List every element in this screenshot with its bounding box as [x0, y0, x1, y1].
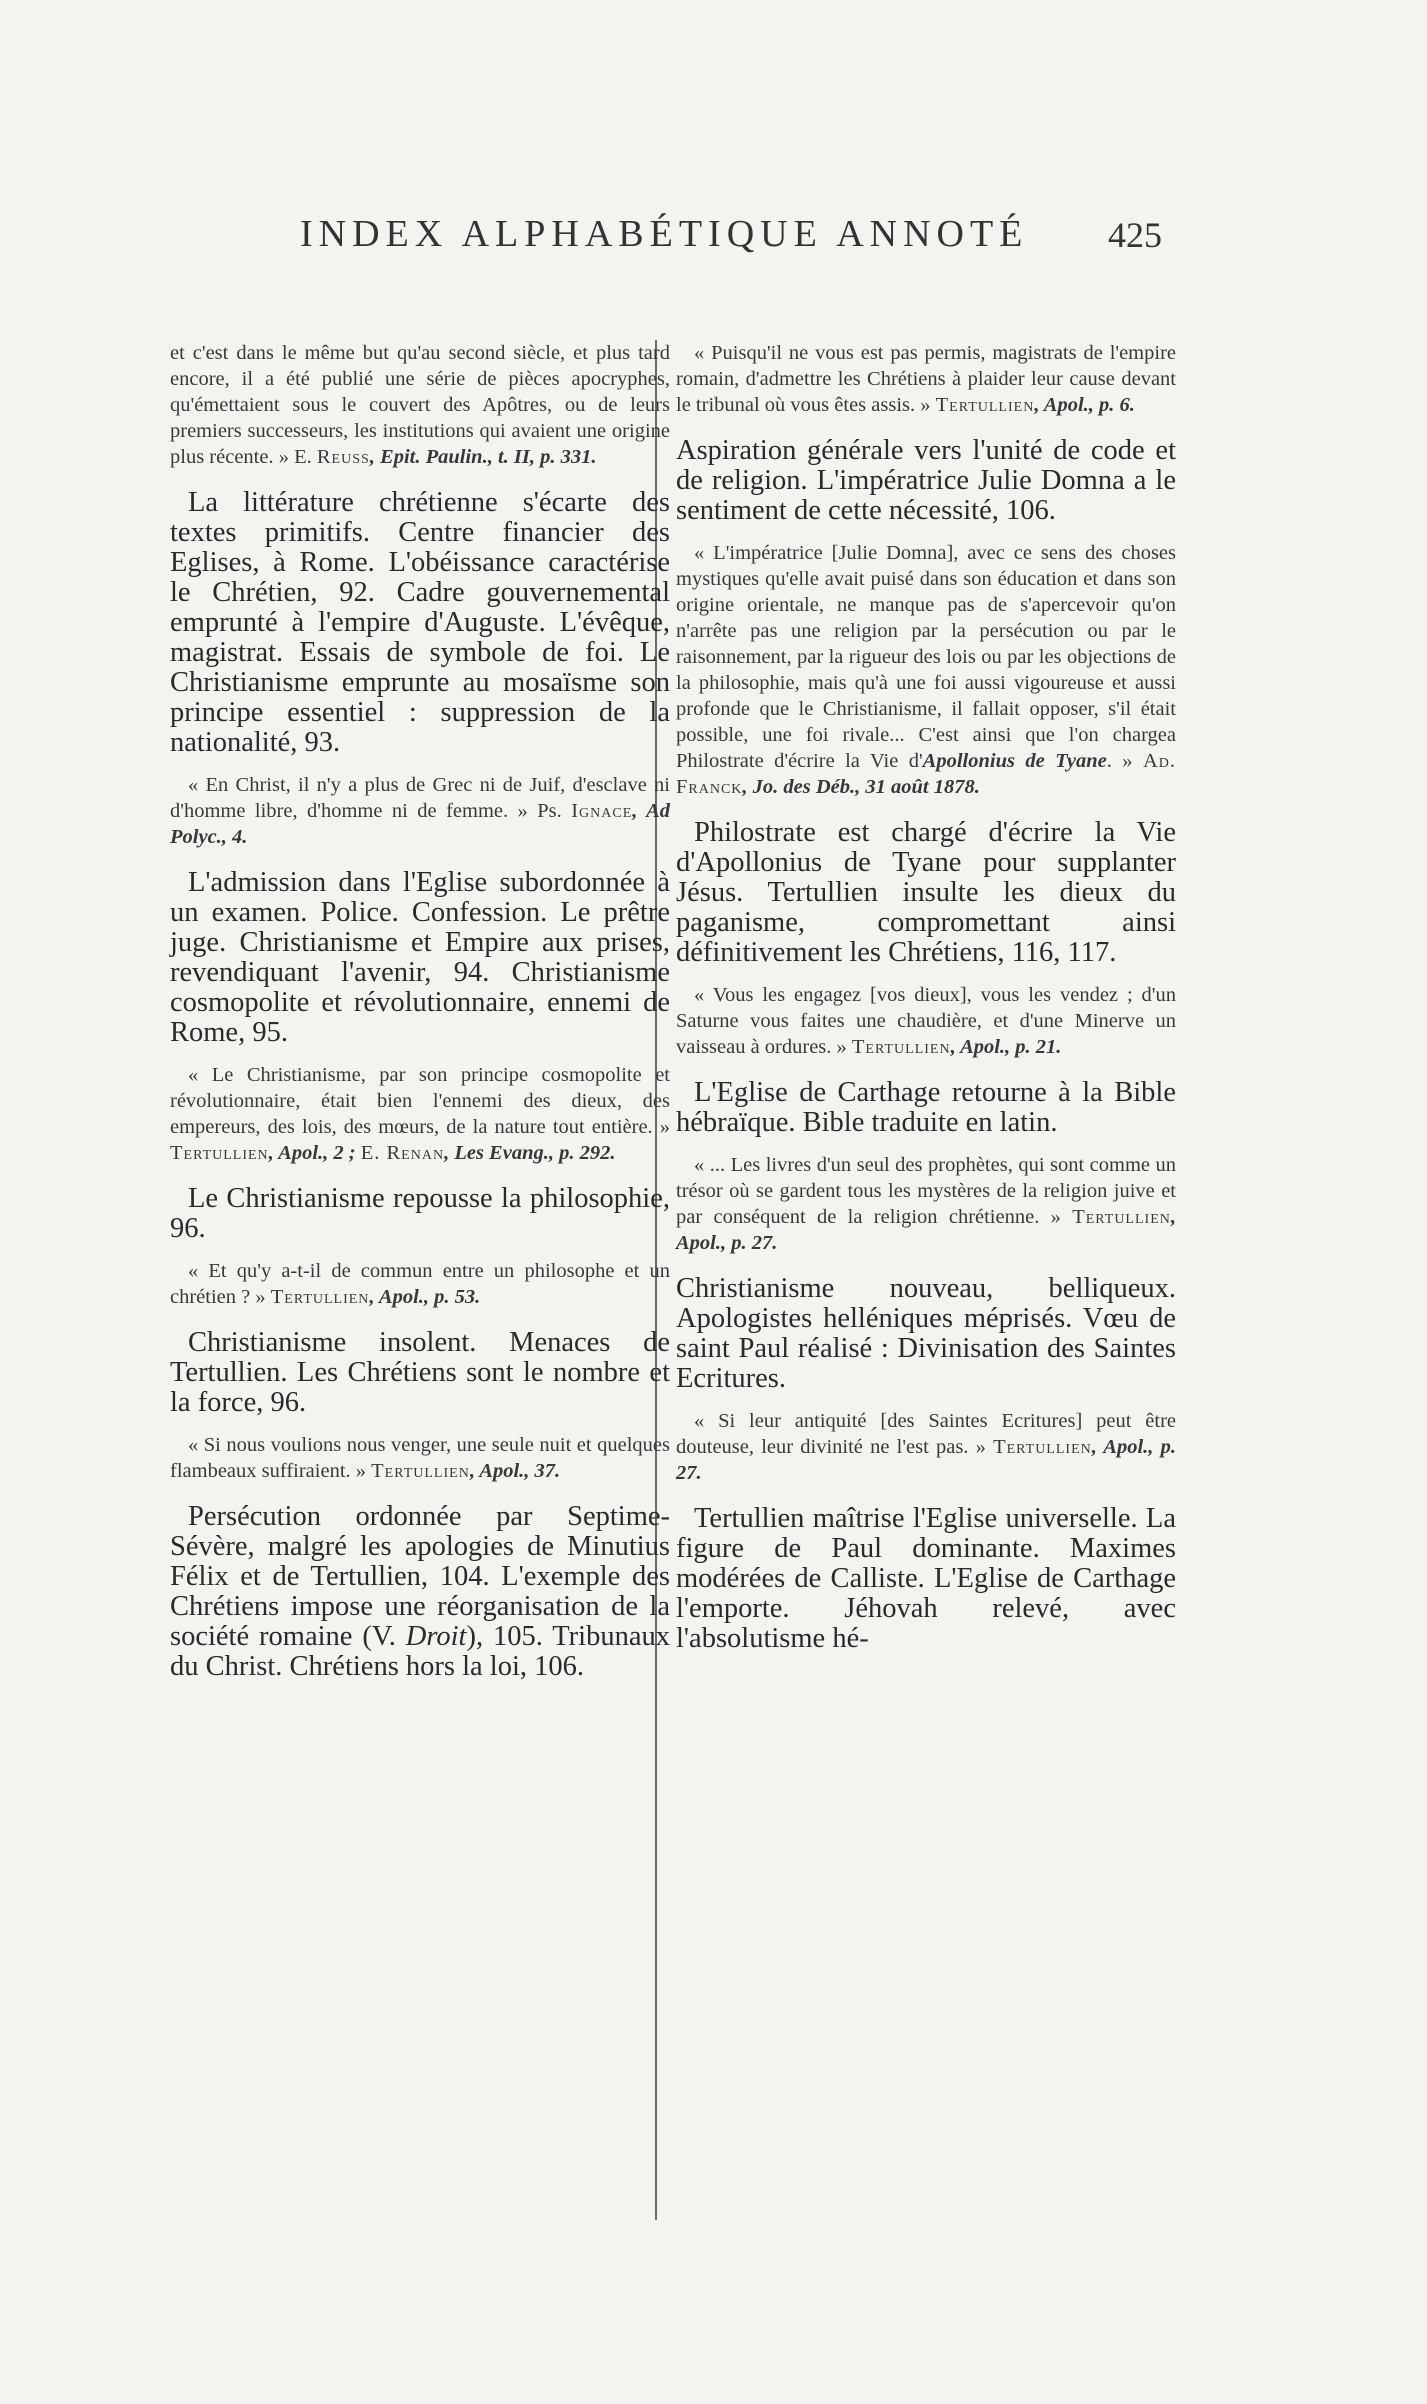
summary-paragraph: L'admission dans l'Eglise subordonnée à un examen. Police. Confession. Le prêtre juge. Christianisme et Empire aux prises, revendiquant l'avenir, 94. Christianisme cosmopolite et révolutionnaire, ennemi de Rome, 95. [170, 867, 670, 1048]
summary-paragraph: L'Eglise de Carthage retourne à la Bible hébraïque. Bible traduite en latin. [676, 1077, 1176, 1138]
summary-paragraph: Christianisme nouveau, belliqueux. Apologistes helléniques méprisés. Vœu de saint Paul réalisé : Divinisation des Saintes Ecritures. [676, 1273, 1176, 1394]
quote-block: « En Christ, il n'y a plus de Grec ni de Juif, d'esclave ni d'homme libre, d'homme ni de femme. » Ps. Ignace, Ad Polyc., 4. [170, 774, 670, 848]
quote-block: « Puisqu'il ne vous est pas permis, magistrats de l'empire romain, d'admettre les Chrétiens à plaider leur cause devant le tribunal où vous êtes assis. » Tertullien, Apol., p. 6. [676, 342, 1176, 416]
quote-block: « L'impératrice [Julie Domna], avec ce sens des choses mystiques qu'elle avait puisé dans son éducation et dans son origine orientale, ne manque pas de s'apercevoir qu'on n'arrête pas une religion par la persécution ou par le raisonnement, par la rigueur des lois ou par les objections de la philosophie, mais qu'à une foi aussi vigoureuse et aussi profonde que le Christianisme, il fallait opposer, s'il était possible, une foi rivale... C'est ainsi que l'on chargea Philostrate d'écrire la Vie d'Apollonius de Tyane. » Ad. Franck, Jo. des Déb., 31 août 1878. [676, 542, 1176, 798]
summary-paragraph: Persécution ordonnée par Septime-Sévère, malgré les apologies de Minutius Félix et de Tertullien, 104. L'exemple des Chrétiens impose une réorganisation de la société romaine (V. Droit), 105. Tribunaux du Christ. Chrétiens hors la loi, 106. [170, 1501, 670, 1682]
quote-block: « Vous les engagez [vos dieux], vous les vendez ; d'un Saturne vous faites une chaudière, et d'une Minerve un vaisseau à ordures. » Tertullien, Apol., p. 21. [676, 984, 1176, 1058]
quote-block: et c'est dans le même but qu'au second siècle, et plus tard encore, il a été publié une série de pièces apocryphes, qu'émettaient sous le couvert des Apôtres, ou de leurs premiers successeurs, les institutions qui avaient une origine plus récente. » E. Reuss, Epit. Paulin., t. II, p. 331. [170, 342, 670, 468]
page-number: 425 [1108, 215, 1162, 255]
summary-paragraph: Aspiration générale vers l'unité de code et de religion. L'impératrice Julie Domna a le sentiment de cette nécessité, 106. [676, 435, 1176, 526]
quote-block: « Si leur antiquité [des Saintes Ecritures] peut être douteuse, leur divinité ne l'est pas. » Tertullien, Apol., p. 27. [676, 1410, 1176, 1484]
summary-paragraph: Christianisme insolent. Menaces de Tertullien. Les Chrétiens sont le nombre et la force, 96. [170, 1327, 670, 1418]
left-column [170, 340, 670, 1696]
summary-paragraph: Le Christianisme repousse la philosophie, 96. [170, 1183, 670, 1244]
running-title: INDEX ALPHABÉTIQUE ANNOTÉ [300, 213, 1029, 255]
right-column [676, 340, 1176, 1668]
quote-block: « Et qu'y a-t-il de commun entre un philosophe et un chrétien ? » Tertullien, Apol., p. 53. [170, 1260, 670, 1308]
quote-block: « Le Christianisme, par son principe cosmopolite et révolutionnaire, était bien l'ennemi des dieux, des empereurs, des lois, des mœurs, de la nature tout entière. » Tertullien, Apol., 2 ; E. Renan, Les Evang., p. 292. [170, 1064, 670, 1164]
quote-block: « Si nous voulions nous venger, une seule nuit et quelques flambeaux suffiraient. » Tertullien, Apol., 37. [170, 1434, 670, 1482]
summary-paragraph: La littérature chrétienne s'écarte des textes primitifs. Centre financier des Eglises, à Rome. L'obéissance caractérise le Chrétien, 92. Cadre gouvernemental emprunté à l'empire d'Auguste. L'évêque, magistrat. Essais de symbole de foi. Le Christianisme emprunte au mosaïsme son principe essentiel : suppression de la nationalité, 93. [170, 487, 670, 758]
running-header [0, 212, 1427, 272]
quote-block: « ... Les livres d'un seul des prophètes, qui sont comme un trésor où se gardent tous les mystères de la religion juive et par conséquent de la religion chrétienne. » Tertullien, Apol., p. 27. [676, 1154, 1176, 1254]
summary-paragraph: Philostrate est chargé d'écrire la Vie d'Apollonius de Tyane pour supplanter Jésus. Tertullien insulte les dieux du paganisme, compromettant ainsi définitivement les Chrétiens, 116, 117. [676, 817, 1176, 968]
summary-paragraph: Tertullien maîtrise l'Eglise universelle. La figure de Paul dominante. Maximes modérées de Calliste. L'Eglise de Carthage l'emporte. Jéhovah relevé, avec l'absolutisme hé- [676, 1503, 1176, 1654]
